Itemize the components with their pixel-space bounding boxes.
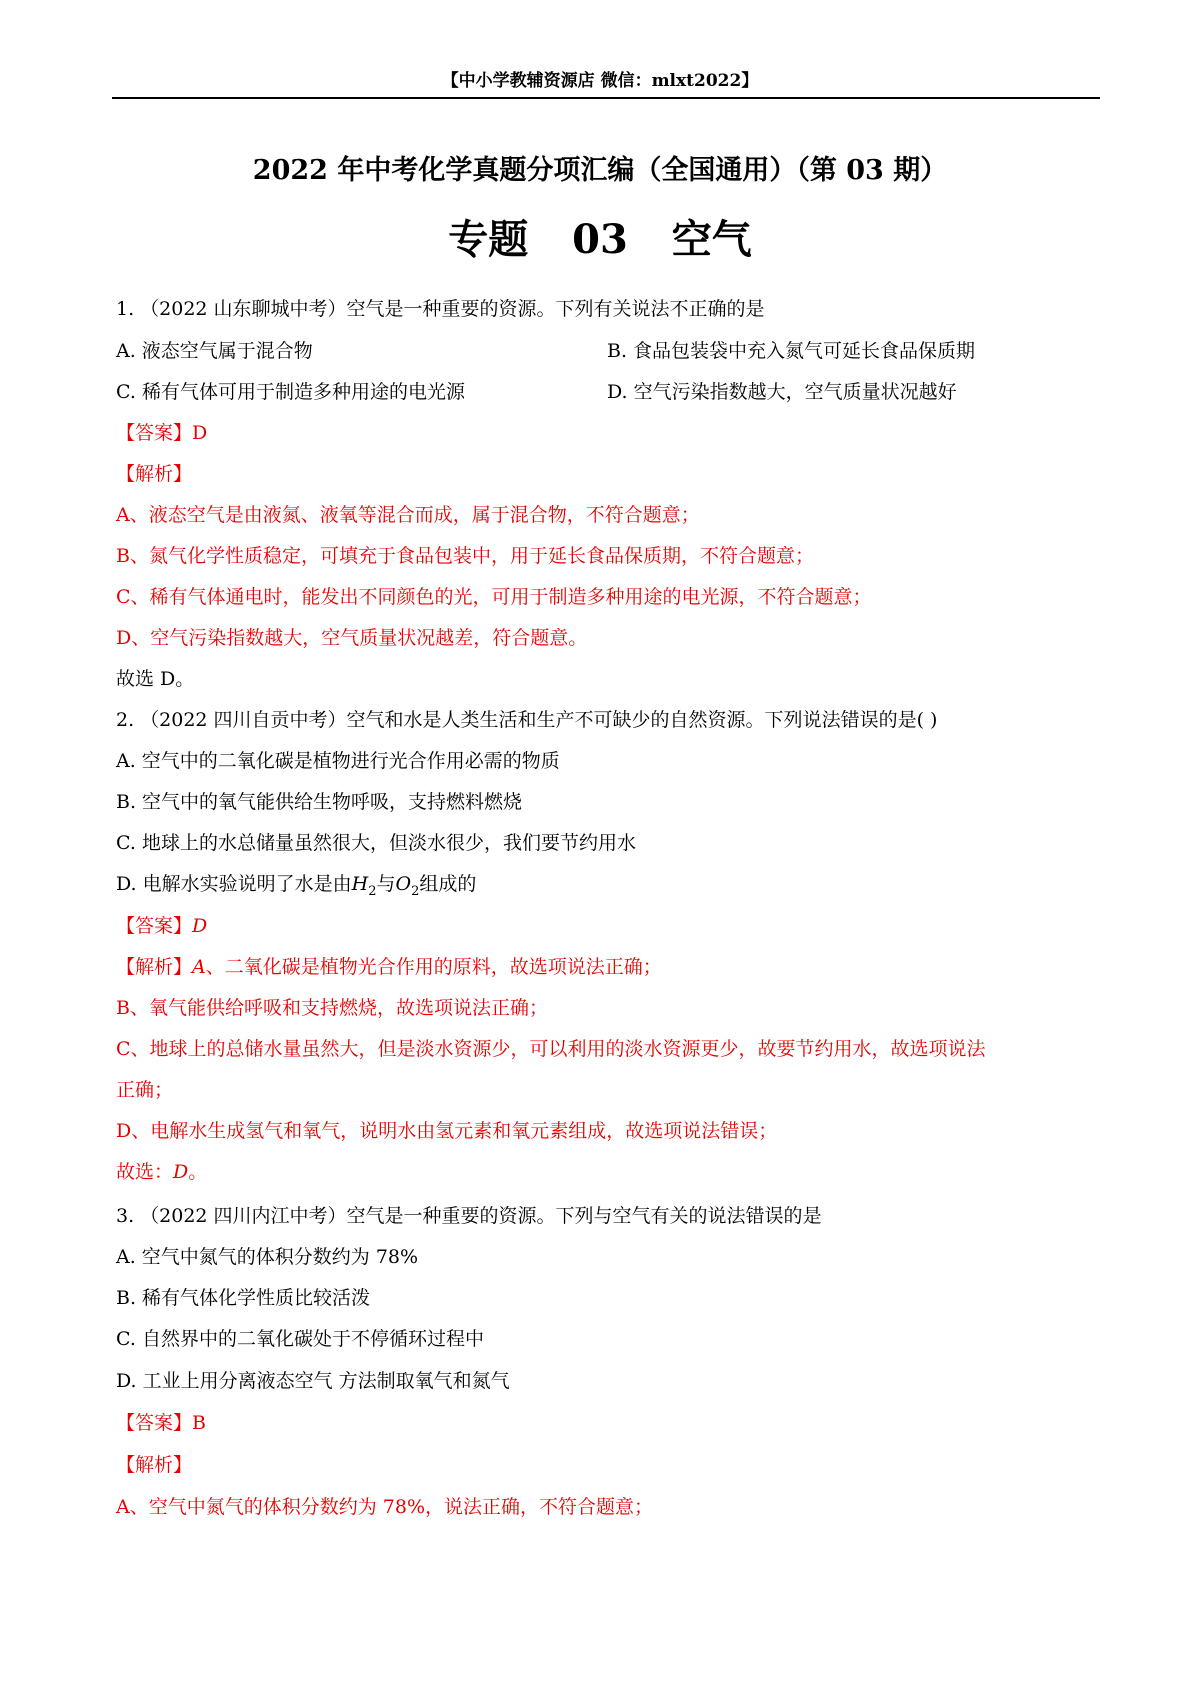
- q2-answer: [116, 911, 207, 938]
- q1-analysis-a: A、液态空气是由液氮、液氧等混合而成，属于混合物，不符合题意；: [116, 504, 700, 526]
- q2-analysis-b: B、氧气能供给呼吸和支持燃烧，故选项说法正确；: [116, 997, 548, 1019]
- q2-option-d-connector: 与: [376, 873, 396, 895]
- q1-analysis-c: C、稀有气体通电时，能发出不同颜色的光，可用于制造多种用途的电光源，不符合题意；: [116, 586, 872, 608]
- q2-analysis-c-line1: C、地球上的总储水量虽然大，但是淡水资源少，可以利用的淡水资源更少，故要节约用水，故选项说法: [116, 1038, 986, 1060]
- q2-analysis-a: [116, 952, 662, 979]
- answer-value: D: [192, 422, 208, 444]
- document-title: 2022 年中考化学真题分项汇编（全国通用）（第 03 期）: [252, 155, 948, 186]
- q1-option-c: C. 稀有气体可用于制造多种用途的电光源: [116, 381, 465, 403]
- q3-stem: 3. （2022 四川内江中考）空气是一种重要的资源。下列与空气有关的说法错误的是: [116, 1205, 822, 1227]
- q2-option-d-text: D. 电解水实验说明了水是由: [116, 873, 352, 895]
- page-header: 【中小学教辅资源店 微信：mlxt2022】: [441, 71, 759, 91]
- analysis-text: 、二氧化碳是植物光合作用的原料，故选项说法正确；: [205, 956, 662, 978]
- q1-conclusion: 故选 D。: [116, 668, 195, 690]
- formula-o: O: [395, 873, 412, 895]
- q2-analysis-c-line2: 正确；: [116, 1079, 174, 1101]
- q1-option-a: A. 液态空气属于混合物: [116, 340, 313, 362]
- q2-option-d-suffix: 组成的: [419, 873, 477, 895]
- q3-option-a: A. 空气中氮气的体积分数约为 78%: [116, 1246, 419, 1268]
- q3-option-d: D. 工业上用分离液态空气 方法制取氧气和氮气: [116, 1370, 510, 1392]
- q2-option-c: C. 地球上的水总储量虽然很大，但淡水很少，我们要节约用水: [116, 832, 636, 854]
- q2-option-a: A. 空气中的二氧化碳是植物进行光合作用必需的物质: [116, 750, 560, 772]
- formula-o-subscript: 2: [411, 883, 420, 899]
- analysis-label: 【解析】: [116, 956, 193, 978]
- q1-analysis-label: 【解析】: [116, 463, 193, 485]
- topic-heading: 专题 03 空气: [448, 216, 752, 263]
- formula-h-subscript: 2: [368, 883, 377, 899]
- q1-option-b: B. 食品包装袋中充入氮气可延长食品保质期: [607, 340, 976, 362]
- q1-analysis-b: B、氮气化学性质稳定，可填充于食品包装中，用于延长食品保质期，不符合题意；: [116, 545, 814, 567]
- q2-option-b: B. 空气中的氧气能供给生物呼吸，支持燃料燃烧: [116, 791, 523, 813]
- q1-answer: [116, 418, 207, 445]
- analysis-letter: A: [192, 956, 206, 978]
- q3-answer: [116, 1408, 206, 1435]
- q2-analysis-d: D、电解水生成氢气和氧气，说明水由氢元素和氧元素组成，故选项说法错误；: [116, 1120, 778, 1142]
- q3-analysis-a: A、空气中氮气的体积分数约为 78%，说法正确，不符合题意；: [116, 1496, 653, 1518]
- header-divider: [112, 97, 1100, 99]
- conclusion-suffix: 。: [188, 1161, 208, 1183]
- conclusion-text: 故选：: [116, 1161, 174, 1183]
- answer-value: D: [192, 915, 208, 937]
- q2-stem: 2. （2022 四川自贡中考）空气和水是人类生活和生产不可缺少的自然资源。下列说法错误的是( ): [116, 709, 938, 731]
- answer-label: 【答案】: [116, 915, 193, 937]
- q1-option-d: D. 空气污染指数越大，空气质量状况越好: [607, 381, 957, 403]
- q1-stem: 1. （2022 山东聊城中考）空气是一种重要的资源。下列有关说法不正确的是: [116, 298, 765, 320]
- answer-value: B: [192, 1412, 206, 1434]
- q3-option-b: B. 稀有气体化学性质比较活泼: [116, 1287, 371, 1309]
- formula-h: H: [351, 873, 369, 895]
- q3-option-c: C. 自然界中的二氧化碳处于不停循环过程中: [116, 1328, 484, 1350]
- q1-analysis-d: D、空气污染指数越大，空气质量状况越差，符合题意。: [116, 627, 588, 649]
- q2-option-d: [116, 869, 476, 899]
- answer-label: 【答案】: [116, 422, 193, 444]
- q3-analysis-label: 【解析】: [116, 1454, 193, 1476]
- conclusion-letter: D: [173, 1161, 189, 1183]
- answer-label: 【答案】: [116, 1412, 193, 1434]
- q2-conclusion: [116, 1157, 207, 1184]
